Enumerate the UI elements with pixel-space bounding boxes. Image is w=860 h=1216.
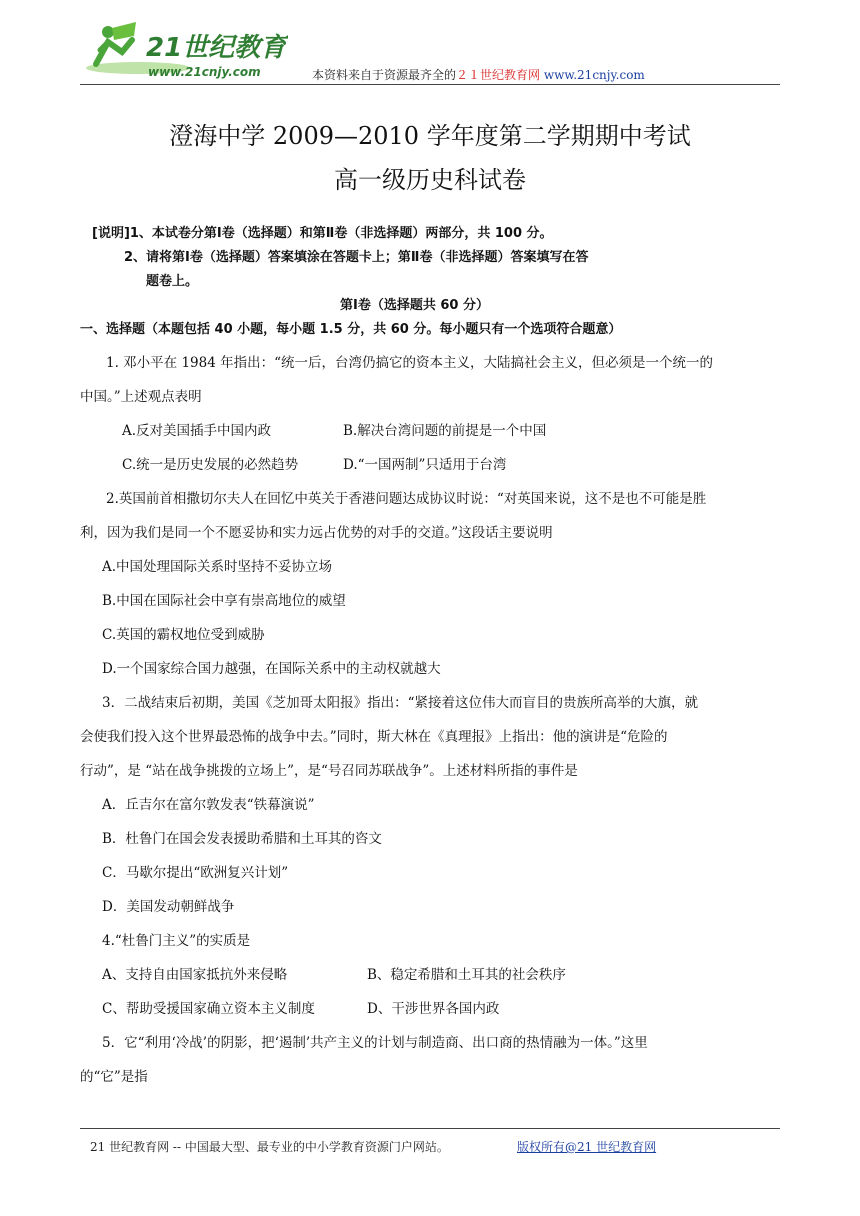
note-2: 2、请将第Ⅰ卷（选择题）答案填涂在答题卡上；第Ⅱ卷（非选择题）答案填写在答 — [124, 250, 589, 265]
header-source — [312, 66, 645, 83]
note-2-cont: 题卷上。 — [146, 274, 199, 289]
footer-text: 21 世纪教育网 -- 中国最大型、最专业的中小学教育资源门户网站。 — [90, 1140, 449, 1154]
footer-divider — [80, 1128, 780, 1129]
exam-subtitle: 高一级历史科试卷 — [334, 166, 526, 194]
header-divider — [80, 84, 780, 85]
q2-option-c: C.英国的霸权地位受到威胁 — [102, 627, 265, 643]
source-url[interactable]: www.21cnjy.com — [540, 68, 645, 82]
q5-stem-line1: 5．它“利用‘冷战’的阴影，把‘遏制’共产主义的计划与制造商、出口商的热情融为一体。”这里 — [102, 1035, 648, 1051]
site-logo — [78, 18, 288, 82]
q3-option-d: D．美国发动朝鲜战争 — [102, 899, 235, 915]
source-site-name: ２１世纪教育网 — [456, 68, 541, 82]
q4-option-a: A、支持自由国家抵抗外来侵略 — [102, 967, 288, 983]
note-1: [说明]1、本试卷分第Ⅰ卷（选择题）和第Ⅱ卷（非选择题）两部分，共 100 分。 — [92, 226, 553, 241]
q1-stem-line2: 中国。”上述观点表明 — [80, 389, 202, 405]
section-1-heading: 一、选择题（本题包括 40 小题，每小题 1.5 分，共 60 分。每小题只有一个选项符合题意） — [80, 322, 622, 337]
q1-option-c: C.统一是历史发展的必然趋势 — [122, 457, 299, 473]
q4-option-d: D、干涉世界各国内政 — [367, 1001, 500, 1017]
q3-option-b: B．杜鲁门在国会发表援助希腊和土耳其的咨文 — [102, 831, 382, 847]
q1-option-a: A.反对美国插手中国内政 — [122, 423, 272, 439]
q1-option-b: B.解决台湾问题的前提是一个中国 — [343, 423, 547, 439]
logo-url: www.21cnjy.com — [148, 65, 261, 79]
q3-option-a: A．丘吉尔在富尔敦发表“铁幕演说” — [102, 797, 315, 813]
q2-option-d: D.一个国家综合国力越强，在国际关系中的主动权就越大 — [102, 661, 441, 677]
q3-option-c: C．马歇尔提出“欧洲复兴计划” — [102, 865, 289, 881]
q2-stem-line2: 利，因为我们是同一个不愿妥协和实力远占优势的对手的交道。”这段话主要说明 — [80, 525, 553, 541]
q1-option-d: D.“一国两制”只适用于台湾 — [343, 457, 507, 473]
q3-stem-line3: 行动”，是 “站在战争挑拨的立场上”，是“号召同苏联战争”。上述材料所指的事件是 — [80, 763, 578, 779]
q4-option-c: C、帮助受援国家确立资本主义制度 — [102, 1001, 315, 1017]
q1-stem-line1: 1. 邓小平在 1984 年指出：“统一后，台湾仍搞它的资本主义，大陆搞社会主义，但必须是一个统一的 — [106, 355, 714, 371]
exam-title: 澄海中学 2009—2010 学年度第二学期期中考试 — [169, 122, 691, 150]
source-prefix: 本资料来自于资源最齐全的 — [312, 68, 457, 82]
q4-stem: 4.“杜鲁门主义”的实质是 — [102, 933, 251, 949]
q2-option-a: A.中国处理国际关系时坚持不妥协立场 — [102, 559, 333, 575]
q5-stem-line2: 的“它”是指 — [80, 1069, 148, 1085]
q3-stem-line1: 3．二战结束后初期，美国《芝加哥太阳报》指出：“紧接着这位伟大而盲目的贵族所高举的大旗，就 — [102, 695, 698, 711]
q3-stem-line2: 会使我们投入这个世界最恐怖的战争中去。”同时，斯大林在《真理报》上指出：他的演讲是“危险的 — [80, 729, 668, 745]
q2-stem-line1: 2.英国前首相撒切尔夫人在回忆中英关于香港问题达成协议时说：“对英国来说，这不是也不可能是胜 — [106, 491, 707, 507]
part1-title: 第Ⅰ卷（选择题共 60 分） — [340, 298, 489, 313]
logo-text: 21世纪教育 — [146, 33, 287, 63]
footer-copyright-link[interactable]: 版权所有@21 世纪教育网 — [517, 1140, 657, 1154]
q4-option-b: B、稳定希腊和土耳其的社会秩序 — [367, 967, 566, 983]
q2-option-b: B.中国在国际社会中享有崇高地位的威望 — [102, 593, 346, 609]
